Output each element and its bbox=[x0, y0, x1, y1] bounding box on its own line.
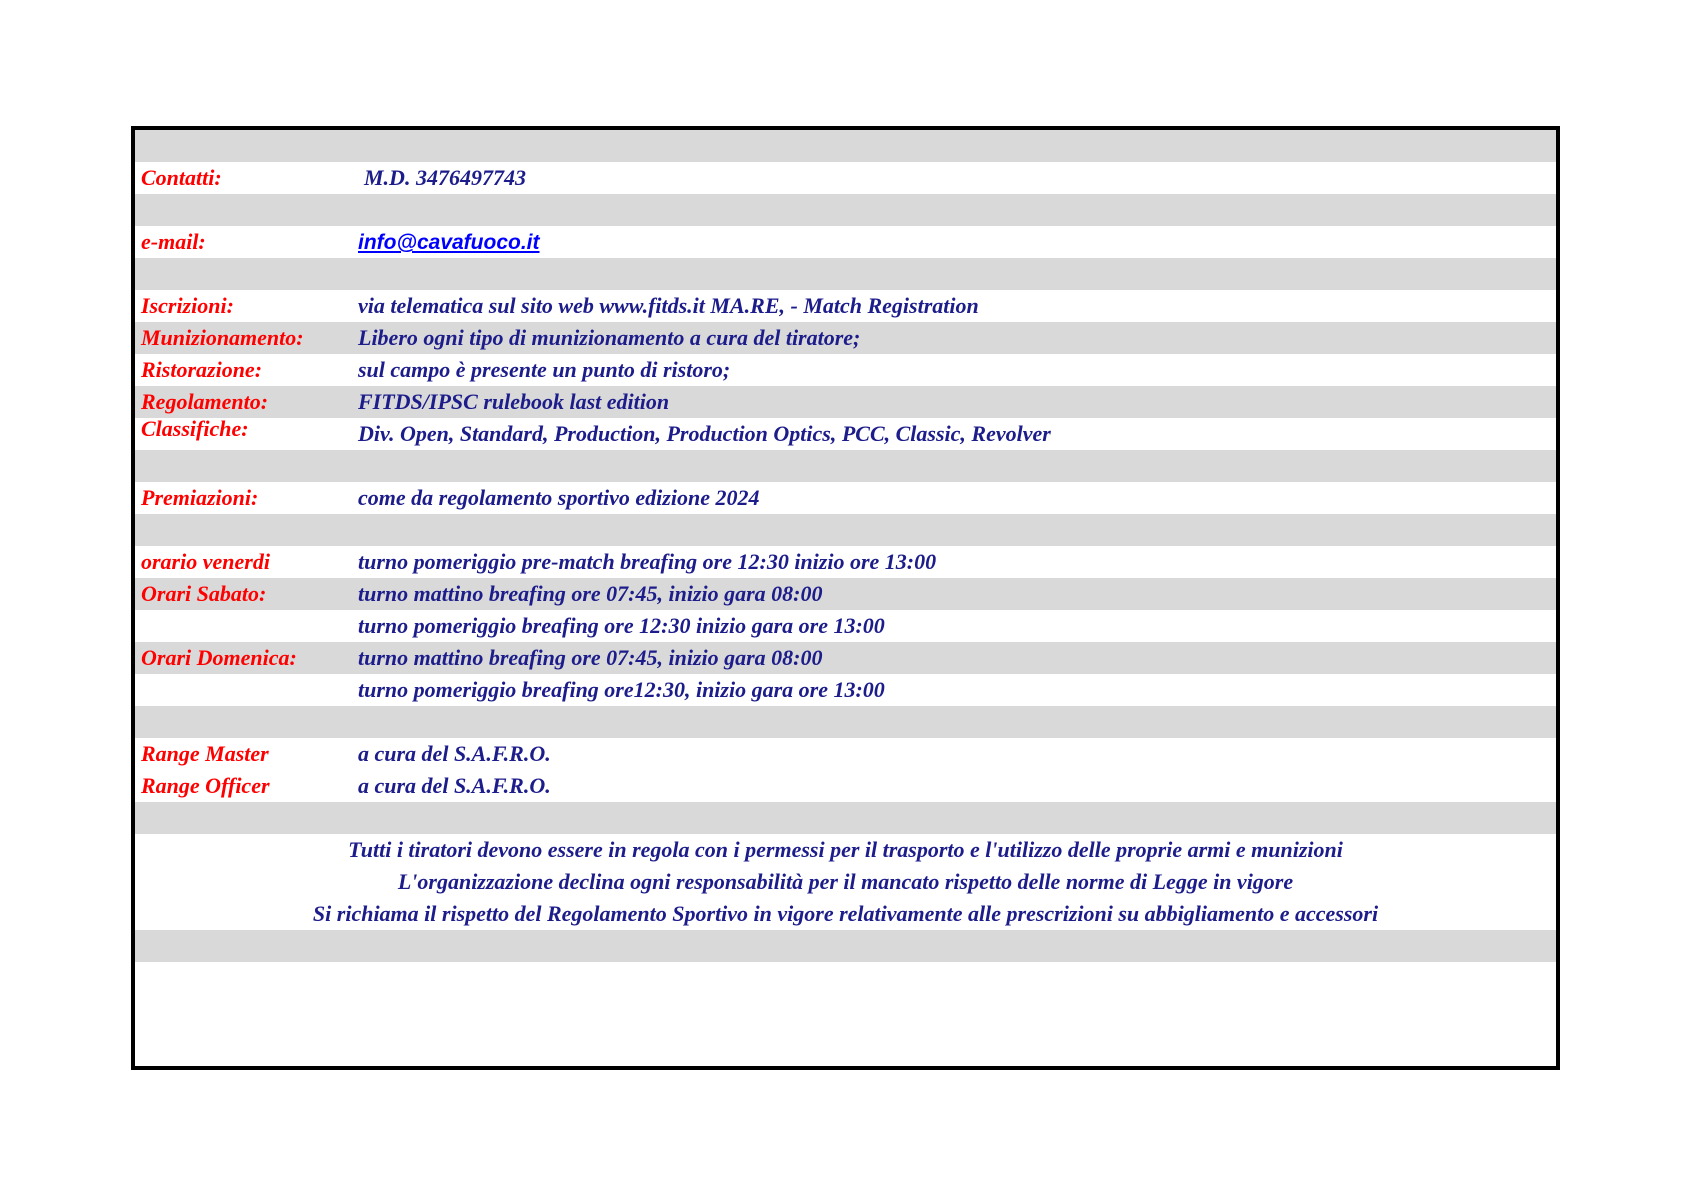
spacer-row bbox=[135, 450, 1556, 482]
spacer-row bbox=[135, 194, 1556, 226]
email-row bbox=[135, 226, 1556, 258]
spacer-row bbox=[135, 130, 1556, 162]
premiazioni-label: Premiazioni: bbox=[141, 485, 259, 510]
info-value: Div. Open, Standard, Production, Production Optics, PCC, Classic, Revolver bbox=[358, 421, 1051, 446]
note-text: Tutti i tiratori devono essere in regola con i permessi per il trasporto e l'utilizzo delle proprie armi e munizioni bbox=[348, 837, 1343, 862]
orari-row-sabato bbox=[135, 578, 1556, 610]
note-text: Si richiama il rispetto del Regolamento Sportivo in vigore relativamente alle prescrizioni su abbigliamento e accessori bbox=[312, 901, 1379, 926]
spacer-row bbox=[135, 514, 1556, 546]
orari-label: orario venerdi bbox=[141, 549, 270, 574]
info-value: FITDS/IPSC rulebook last edition bbox=[358, 389, 670, 414]
contatti-value: M.D. 3476497743 bbox=[364, 165, 526, 190]
range-row-officer bbox=[135, 770, 1556, 802]
note-text: L'organizzazione declina ogni responsabilità per il mancato rispetto delle norme di Legge in vigore bbox=[397, 869, 1294, 894]
info-row-iscrizioni bbox=[135, 290, 1556, 322]
spacer-row bbox=[135, 706, 1556, 738]
spacer-row bbox=[135, 930, 1556, 962]
info-row-regolamento bbox=[135, 386, 1556, 418]
premiazioni-value: come da regolamento sportivo edizione 2024 bbox=[358, 485, 760, 510]
orari-value: turno pomeriggio breafing ore12:30, inizio gara ore 13:00 bbox=[358, 677, 885, 702]
email-value bbox=[358, 226, 540, 258]
info-value: sul campo è presente un punto di ristoro; bbox=[358, 357, 731, 382]
info-row-classifiche bbox=[135, 418, 1556, 450]
orari-value: turno mattino breafing ore 07:45, inizio gara 08:00 bbox=[358, 645, 823, 670]
contatti-row bbox=[135, 162, 1556, 194]
email-link[interactable]: info@cavafuoco.it bbox=[358, 231, 540, 254]
range-label: Range Master bbox=[141, 741, 269, 766]
orari-value: turno pomeriggio breafing ore 12:30 inizio gara ore 13:00 bbox=[358, 613, 885, 638]
info-value: Libero ogni tipo di munizionamento a cura del tiratore; bbox=[358, 325, 861, 350]
contatti-label: Contatti: bbox=[141, 165, 222, 190]
orari-label: Orari Domenica: bbox=[141, 645, 297, 670]
range-value: a cura del S.A.F.R.O. bbox=[358, 773, 551, 798]
note-row bbox=[135, 898, 1556, 930]
orari-row-venerdi bbox=[135, 546, 1556, 578]
orari-row-domenica-pomeriggio bbox=[135, 674, 1556, 706]
range-label: Range Officer bbox=[141, 773, 270, 798]
note-row bbox=[135, 866, 1556, 898]
info-row-munizionamento bbox=[135, 322, 1556, 354]
spacer-row bbox=[135, 258, 1556, 290]
note-row bbox=[135, 834, 1556, 866]
premiazioni-row bbox=[135, 482, 1556, 514]
info-label: Regolamento: bbox=[141, 389, 269, 414]
info-label: Classifiche: bbox=[141, 416, 249, 441]
orari-value: turno pomeriggio pre-match breafing ore 12:30 inizio ore 13:00 bbox=[358, 549, 937, 574]
orari-row-sabato-pomeriggio bbox=[135, 610, 1556, 642]
range-value: a cura del S.A.F.R.O. bbox=[358, 741, 551, 766]
info-label: Ristorazione: bbox=[141, 357, 263, 382]
info-label: Munizionamento: bbox=[141, 325, 304, 350]
email-label: e-mail: bbox=[141, 229, 206, 254]
orari-label: Orari Sabato: bbox=[141, 581, 267, 606]
range-row-master bbox=[135, 738, 1556, 770]
orari-row-domenica bbox=[135, 642, 1556, 674]
info-label: Iscrizioni: bbox=[141, 293, 234, 318]
spacer-row bbox=[135, 802, 1556, 834]
orari-value: turno mattino breafing ore 07:45, inizio gara 08:00 bbox=[358, 581, 823, 606]
info-value: via telematica sul sito web www.fitds.it MA.RE, - Match Registration bbox=[358, 293, 979, 318]
info-sheet bbox=[131, 126, 1560, 1070]
info-row-ristorazione bbox=[135, 354, 1556, 386]
